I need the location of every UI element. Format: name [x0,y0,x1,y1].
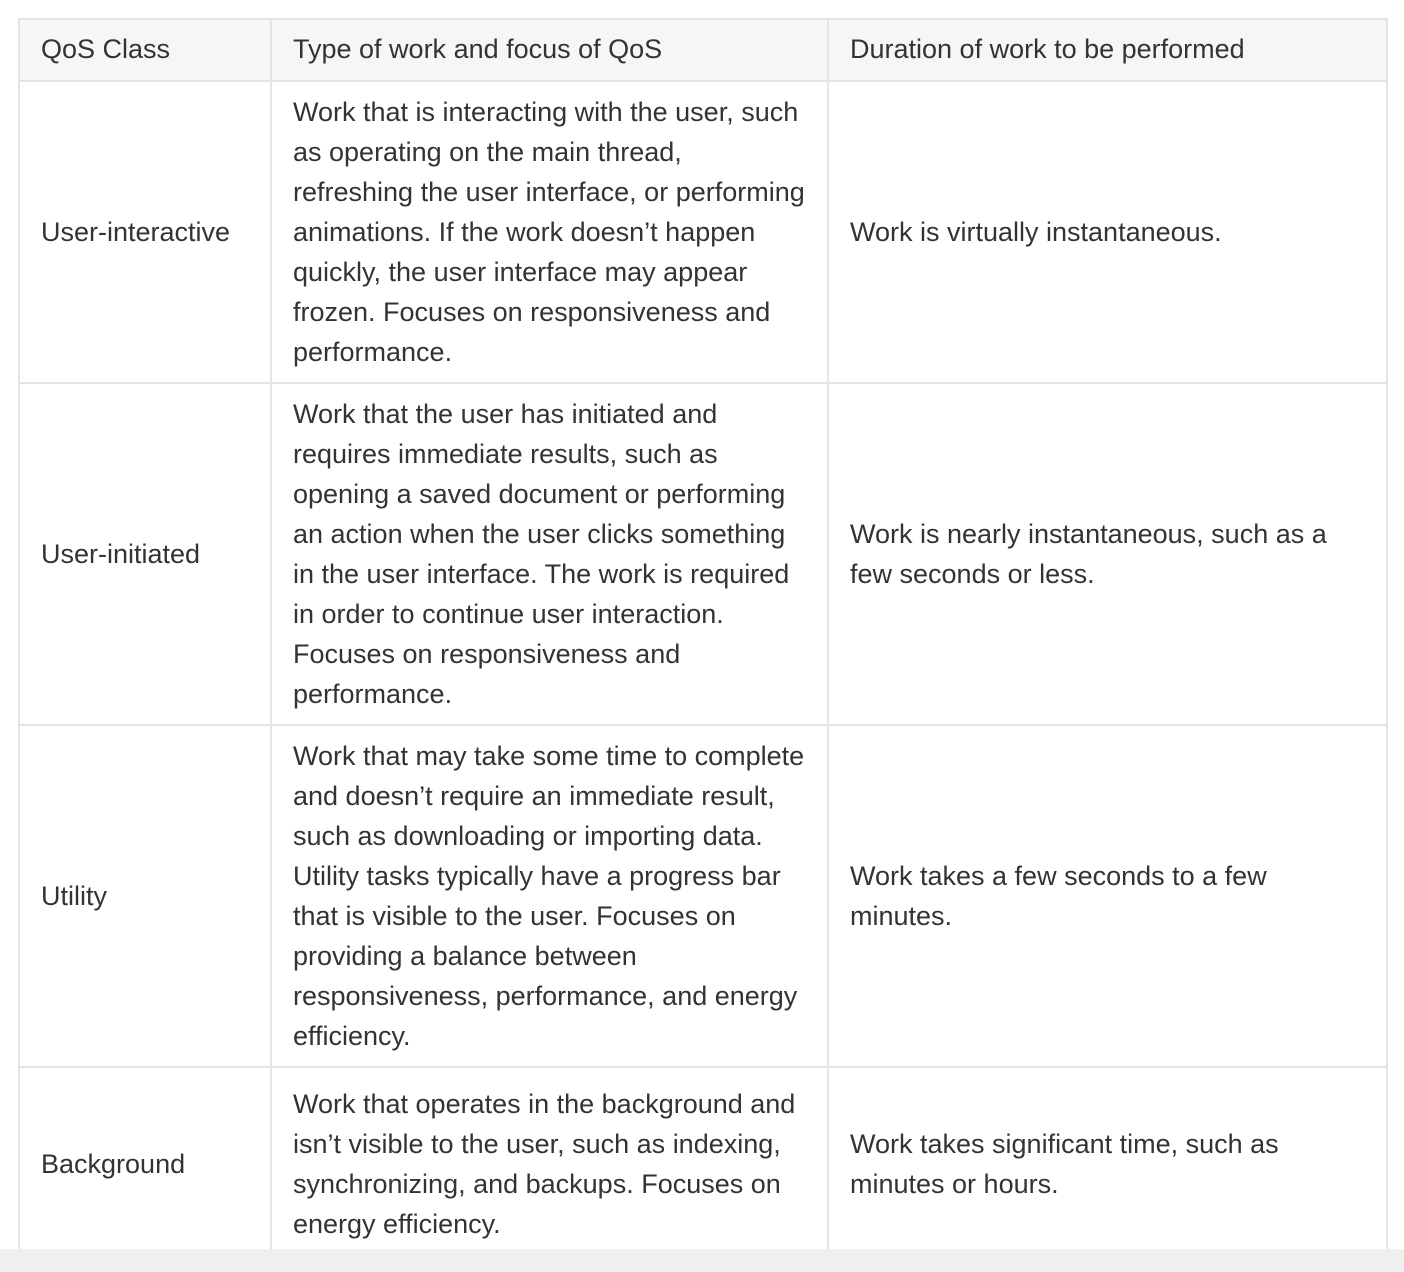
qos-class-table [18,18,1388,1262]
table-row [19,725,1387,1067]
bottom-scroll-edge [0,1249,1404,1272]
cell-type-of-work: Work that operates in the background and isn’t visible to the user, such as indexing, synchronizing, and backups. Focuses on energy efficiency. [271,1067,828,1261]
cell-type-of-work: Work that is interacting with the user, such as operating on the main thread, refreshing the user interface, or performing animations. If the work doesn’t happen quickly, the user interface may appear frozen. Focuses on responsiveness and performance. [271,81,828,383]
cell-type-of-work: Work that the user has initiated and requires immediate results, such as opening a saved document or performing an action when the user clicks something in the user interface. The work is required in order to continue user interaction. Focuses on responsiveness and performance. [271,383,828,725]
table-header [19,19,1387,81]
cutoff-text-above-table [0,0,1404,6]
header-qos-class: QoS Class [19,19,271,81]
cell-qos-class: User-interactive [19,81,271,383]
table-row [19,1067,1387,1261]
header-row [19,19,1387,81]
cell-type-of-work: Work that may take some time to complete and doesn’t require an immediate result, such as downloading or importing data. Utility tasks typically have a progress bar that is visible to the user. Focuses on providing a balance between responsiveness, performance, and energy efficiency. [271,725,828,1067]
cell-duration: Work is virtually instantaneous. [828,81,1387,383]
header-type-of-work: Type of work and focus of QoS [271,19,828,81]
cell-duration: Work takes a few seconds to a few minutes. [828,725,1387,1067]
cell-qos-class: Utility [19,725,271,1067]
cell-duration: Work takes significant time, such as minutes or hours. [828,1067,1387,1261]
cell-qos-class: User-initiated [19,383,271,725]
header-duration: Duration of work to be performed [828,19,1387,81]
table-row [19,383,1387,725]
cell-duration: Work is nearly instantaneous, such as a few seconds or less. [828,383,1387,725]
cell-qos-class: Background [19,1067,271,1261]
table-body [19,81,1387,1261]
table-row [19,81,1387,383]
